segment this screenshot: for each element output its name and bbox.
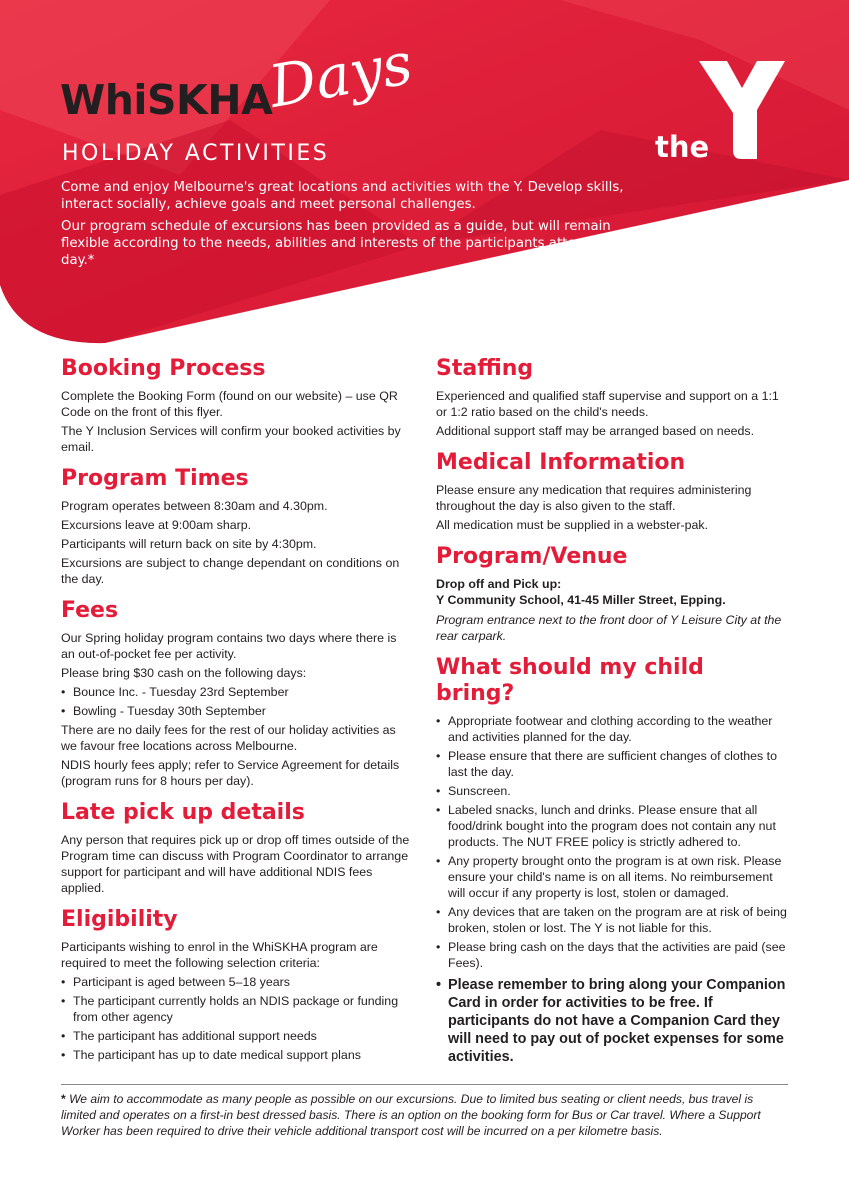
fees-paragraph: NDIS hourly fees apply; refer to Service Agreement for details (program runs for 8 hours per day). <box>61 758 400 788</box>
what-to-bring-section <box>436 655 788 1066</box>
section-heading: Medical Information <box>436 450 686 475</box>
y-mark-icon <box>695 58 790 162</box>
list-item: • Any property brought onto the program is at own risk. Please ensure your child's name is on all items. No reimbursement will occur if any property is lost, stolen or damaged. <box>436 853 788 901</box>
section-heading: Eligibility <box>61 907 178 932</box>
staffing-section <box>436 356 788 439</box>
list-item: • The participant has additional support needs <box>61 1028 413 1044</box>
section-heading: What should my child bring? <box>436 655 704 706</box>
section-heading: Late pick up details <box>61 800 305 825</box>
venue-section <box>436 544 788 644</box>
section-heading: Staffing <box>436 356 534 381</box>
section-heading: Program Times <box>61 466 249 491</box>
program-times-paragraph: Program operates between 8:30am and 4.30pm. <box>61 499 328 513</box>
booking-paragraph: The Y Inclusion Services will confirm your booked activities by email. <box>61 424 401 454</box>
fees-list <box>61 684 413 719</box>
late-pickup-section <box>61 800 413 896</box>
footer-divider <box>61 1084 788 1085</box>
section-heading: Booking Process <box>61 356 266 381</box>
eligibility-paragraph: Participants wishing to enrol in the WhiSKHA program are required to meet the following selection criteria: <box>61 940 378 970</box>
eligibility-list <box>61 974 413 1063</box>
footnote-mark: * <box>61 1092 66 1106</box>
fees-section <box>61 598 413 789</box>
brand-script-word: Days <box>264 29 418 121</box>
footnote <box>61 1091 788 1139</box>
booking-paragraph: Complete the Booking Form (found on our website) – use QR Code on the front of this flyer. <box>61 389 398 419</box>
intro-text <box>61 179 661 269</box>
list-item: • Bounce Inc. - Tuesday 23rd September <box>61 684 413 700</box>
list-item: • Appropriate footwear and clothing according to the weather and activities planned for the day. <box>436 713 788 745</box>
program-times-paragraph: Excursions leave at 9:00am sharp. <box>61 518 252 532</box>
booking-section <box>61 356 413 455</box>
intro-paragraph: Our program schedule of excursions has been provided as a guide, but will remain flexible according to the needs, abilities and interests of the participants attending on the day.* <box>61 219 660 268</box>
venue-dropoff-label: Drop off and Pick up: <box>436 577 562 591</box>
section-heading: Fees <box>61 598 119 623</box>
the-y-logo <box>655 58 795 168</box>
program-times-paragraph: Excursions are subject to change dependant on conditions on the day. <box>61 556 400 586</box>
bring-list <box>436 713 788 1066</box>
section-heading: Program/Venue <box>436 544 628 569</box>
program-times-section <box>61 466 413 587</box>
staffing-paragraph: Experienced and qualified staff supervise and support on a 1:1 or 1:2 ratio based on the child's needs. <box>436 389 779 419</box>
venue-entrance-note: Program entrance next to the front door of Y Leisure City at the rear carpark. <box>436 613 782 643</box>
the-logo-word: the <box>655 130 710 164</box>
late-pickup-paragraph: Any person that requires pick up or drop off times outside of the Program time can discuss with Program Coordinator to arrange support for participant and will have additional NDIS fees applied. <box>61 833 410 895</box>
program-times-paragraph: Participants will return back on site by 4:30pm. <box>61 537 317 551</box>
medical-section <box>436 450 788 533</box>
list-item: • The participant has up to date medical support plans <box>61 1047 413 1063</box>
list-item: • Please bring cash on the days that the activities are paid (see Fees). <box>436 939 788 971</box>
fees-paragraph: There are no daily fees for the rest of our holiday activities as we favour free locations across Melbourne. <box>61 723 396 753</box>
header-banner <box>0 0 849 350</box>
footnote-text: We aim to accommodate as many people as possible on our excursions. Due to limited bus seating or client needs, bus travel is limited and operates on a first-in best dressed basis. There is an option on the booking form for Bus or Car travel. Where a Support Worker has been required to drive their vehicle additional transport cost will be incurred on a per kilometre basis. <box>61 1092 761 1138</box>
list-item: • Sunscreen. <box>436 783 788 799</box>
companion-card-notice: • Please remember to bring along your Companion Card in order for activities to be free. If participants do not have a Companion Card they will need to pay out of pocket expenses for some activities. <box>436 976 788 1066</box>
staffing-paragraph: Additional support staff may be arranged based on needs. <box>436 424 755 438</box>
right-column <box>436 356 788 1077</box>
intro-paragraph: Come and enjoy Melbourne's great locations and activities with the Y. Develop skills, interact socially, achieve goals and meet personal challenges. <box>61 180 624 212</box>
venue-address: Y Community School, 41-45 Miller Street, Epping. <box>436 593 726 607</box>
fees-paragraph: Our Spring holiday program contains two days where there is an out-of-pocket fee per activity. <box>61 631 397 661</box>
list-item: • Please ensure that there are sufficient changes of clothes to last the day. <box>436 748 788 780</box>
medical-paragraph: Please ensure any medication that requires administering throughout the day is also given to the staff. <box>436 483 752 513</box>
fees-paragraph: Please bring $30 cash on the following days: <box>61 666 307 680</box>
list-item: • Bowling - Tuesday 30th September <box>61 703 413 719</box>
brand-wordmark: WhiSKHA <box>60 76 273 124</box>
medical-paragraph: All medication must be supplied in a webster-pak. <box>436 518 709 532</box>
list-item: • The participant currently holds an NDIS package or funding from other agency <box>61 993 413 1025</box>
list-item: • Participant is aged between 5–18 years <box>61 974 413 990</box>
list-item: • Any devices that are taken on the program are at risk of being broken, stolen or lost. The Y is not liable for this. <box>436 904 788 936</box>
left-column <box>61 356 413 1074</box>
holiday-activities-subtitle: HOLIDAY ACTIVITIES <box>62 141 330 166</box>
eligibility-section <box>61 907 413 1063</box>
list-item: • Labeled snacks, lunch and drinks. Please ensure that all food/drink bought into the program does not contain any nut products. The NUT FREE policy is strictly adhered to. <box>436 802 788 850</box>
